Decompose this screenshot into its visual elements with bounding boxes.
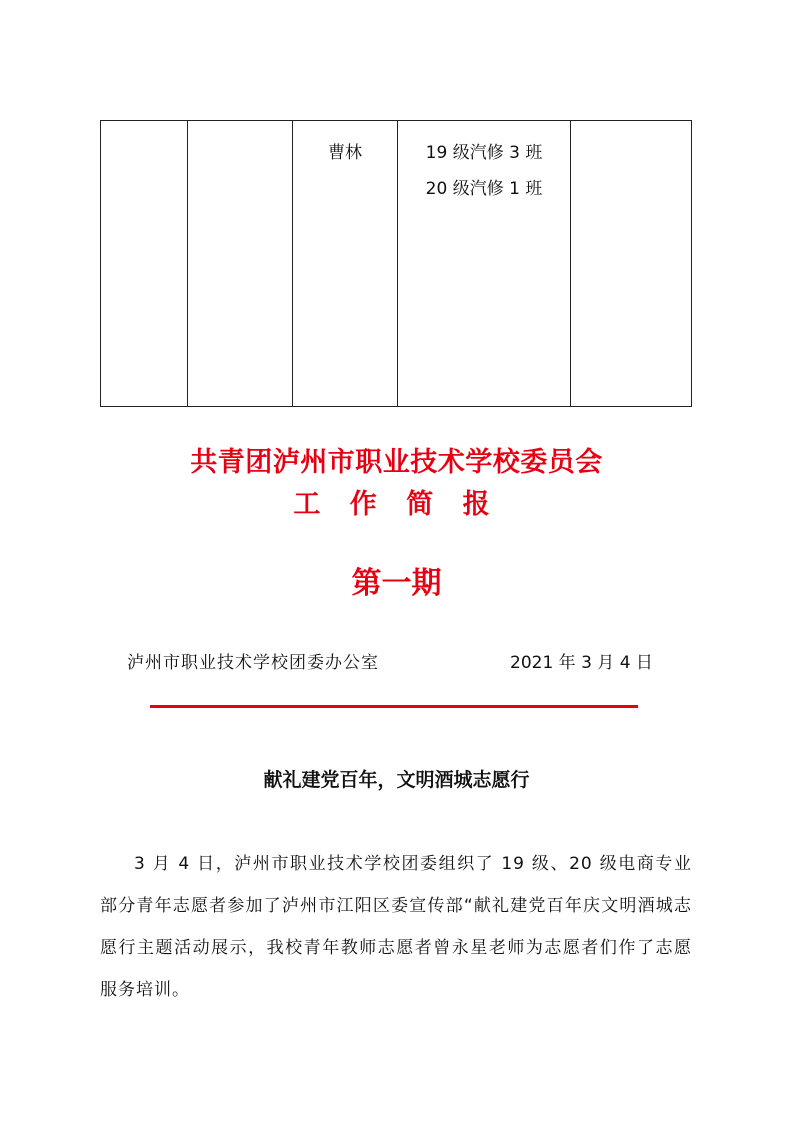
article-title: 献礼建党百年，文明酒城志愿行: [263, 769, 530, 791]
table-cell-5: [571, 121, 692, 407]
issue-date: 2021 年 3 月 4 日: [510, 653, 653, 673]
class-line: 20 级汽修 1 班: [425, 179, 543, 199]
article-body: 3 月 4 日，泸州市职业技术学校团委组织了 19 级、20 级电商专业部分青年志愿者参加了泸州市江阳区委宣传部“献礼建党百年庆文明酒城志愿行主题活动展示，我校青年教师志愿者曾永星老师为志愿者们作了志愿服务培训。: [100, 854, 692, 1000]
roster-table: [100, 120, 692, 407]
org-title: 共青团泸州市职业技术学校委员会: [190, 447, 603, 478]
class-line: 19 级汽修 3 班: [425, 143, 543, 163]
table-cell-name: 曹林: [293, 121, 398, 407]
red-divider: [150, 705, 638, 708]
bulletin-title: 工 作 简 报: [293, 489, 500, 520]
table-cell-1: [101, 121, 188, 407]
issue-number: 第一期: [351, 566, 442, 601]
table-cell-classes: [398, 121, 571, 407]
issuing-office: 泸州市职业技术学校团委办公室: [127, 653, 379, 673]
table-row: [101, 121, 692, 407]
table-cell-2: [188, 121, 293, 407]
